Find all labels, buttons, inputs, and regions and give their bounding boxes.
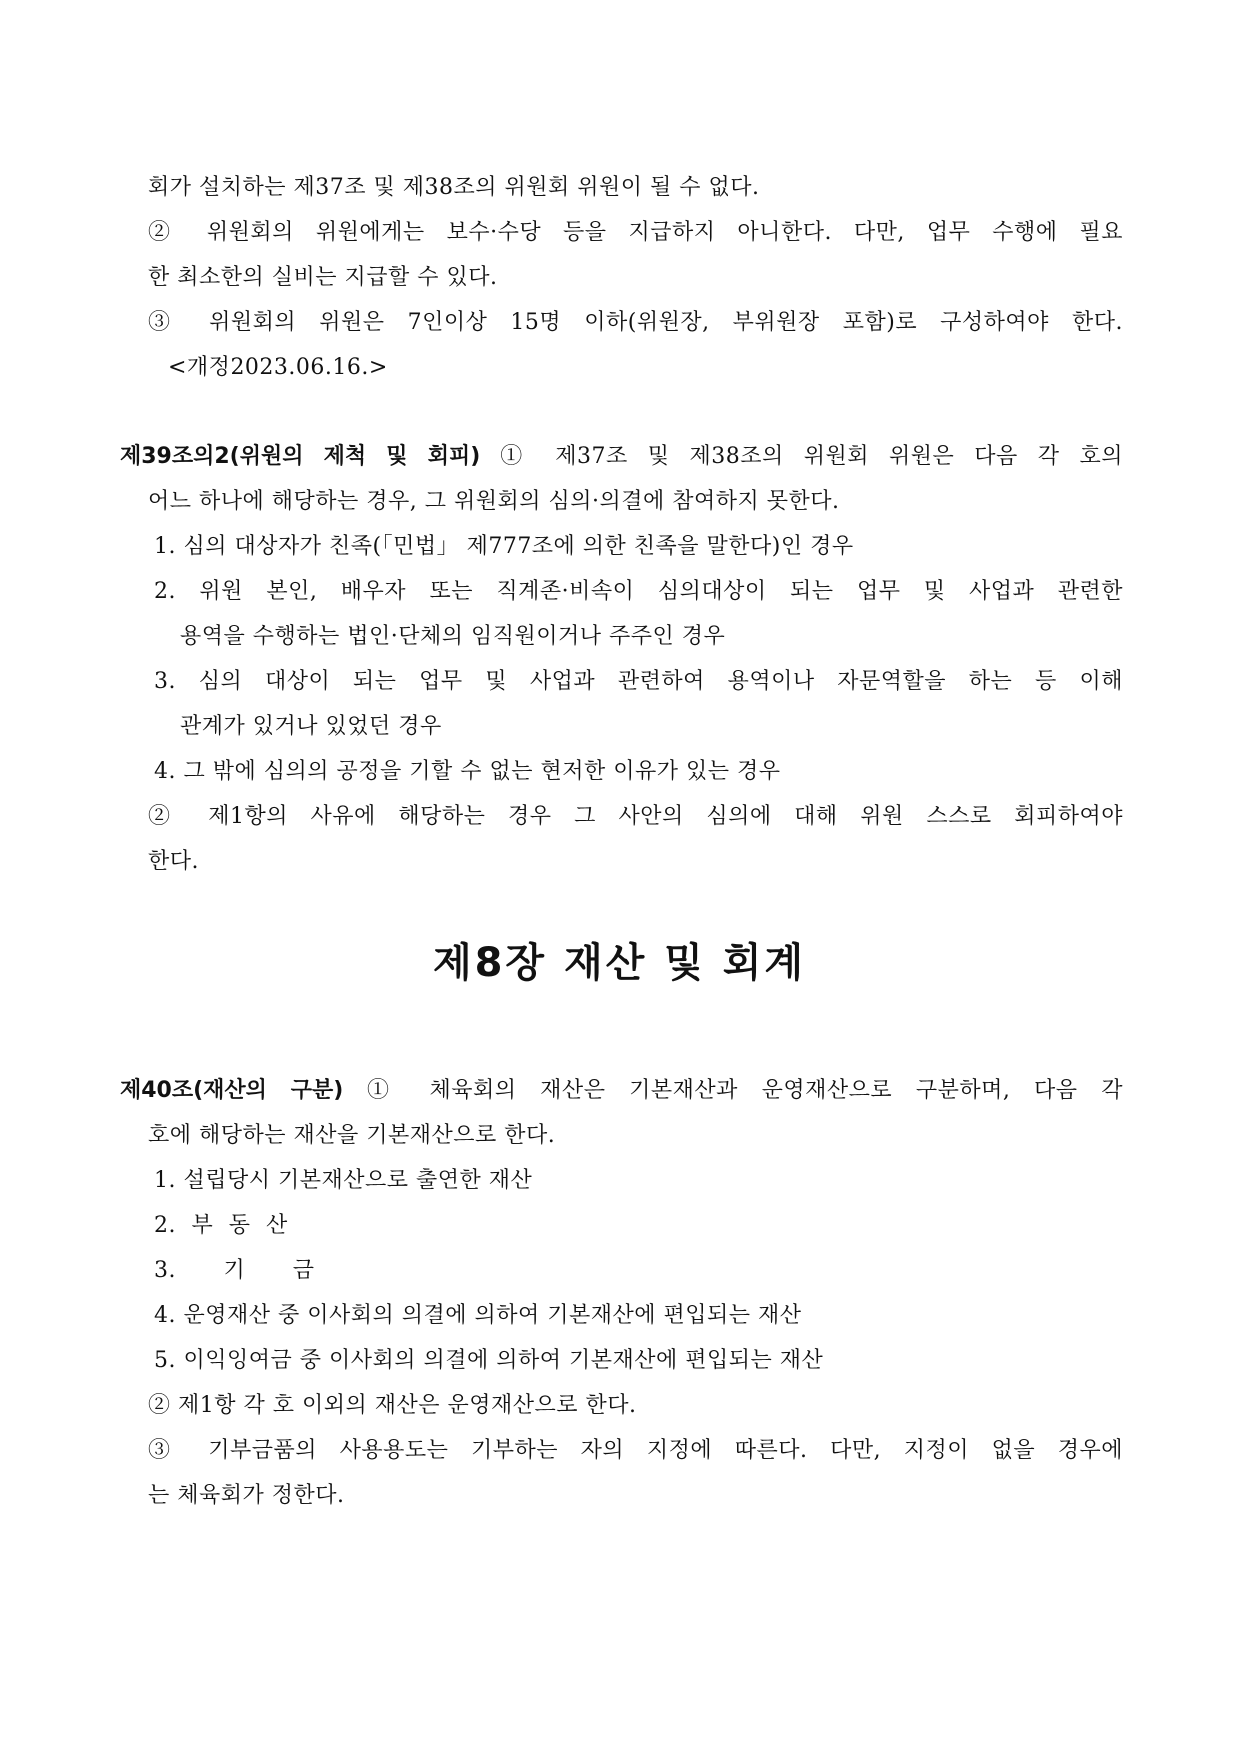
list-item-4: 4. 그 밖에 심의의 공정을 기할 수 없는 현저한 이유가 있는 경우 <box>154 759 781 784</box>
article-40-line-1 <box>120 1075 1123 1107</box>
article-40-heading: 제40조(재산의 구분) <box>120 1078 344 1103</box>
article-39-2-text: ① 제37조 및 제38조의 위원회 위원은 다음 각 호의 <box>480 444 1123 469</box>
article-39-2-line-2: 어느 하나에 해당하는 경우, 그 위원회의 심의·의결에 참여하지 못한다. <box>148 489 840 514</box>
list-item-2-line-2: 용역을 수행하는 법인·단체의 임직원이거나 주주인 경우 <box>180 624 726 649</box>
paragraph-2-line-1: ② 제1항의 사유에 해당하는 경우 그 사안의 심의에 대해 위원 스스로 회피하여야 <box>148 804 1123 829</box>
list-item-3: 3. 기 금 <box>154 1258 315 1283</box>
list-item-3-line-2: 관계가 있거나 있었던 경우 <box>180 714 442 739</box>
list-item-1: 1. 설립당시 기본재산으로 출연한 재산 <box>154 1168 533 1193</box>
list-item-5: 5. 이익잉여금 중 이사회의 의결에 의하여 기본재산에 편입되는 재산 <box>154 1348 824 1373</box>
text-line: 회가 설치하는 제37조 및 제38조의 위원회 위원이 될 수 없다. <box>148 175 760 200</box>
article-40-text: ① 체육회의 재산은 기본재산과 운영재산으로 구분하며, 다음 각 <box>343 1078 1123 1103</box>
paragraph-2-line-1: ② 위원회의 위원에게는 보수·수당 등을 지급하지 아니한다. 다만, 업무 수행에 필요 <box>148 220 1123 245</box>
list-item-2: 2. 부 동 산 <box>154 1213 288 1238</box>
paragraph-2-line-2: 한 최소한의 실비는 지급할 수 있다. <box>148 265 498 290</box>
paragraph-2-line-2: 한다. <box>148 849 199 874</box>
paragraph-3-line-1: ③ 기부금품의 사용용도는 기부하는 자의 지정에 따른다. 다만, 지정이 없을 경우에 <box>148 1438 1123 1463</box>
paragraph-3-line-2: 는 체육회가 정한다. <box>148 1483 345 1508</box>
list-item-3-line-1: 3. 심의 대상이 되는 업무 및 사업과 관련하여 용역이나 자문역할을 하는 등 이해 <box>154 669 1123 694</box>
article-40-line-2: 호에 해당하는 재산을 기본재산으로 한다. <box>148 1123 556 1148</box>
article-39-2-line-1 <box>120 441 1123 473</box>
article-39-2-heading: 제39조의2(위원의 제척 및 회피) <box>120 444 481 469</box>
chapter-title: 제8장 재산 및 회계 <box>432 940 807 986</box>
list-item-2-line-1: 2. 위원 본인, 배우자 또는 직계존·비속이 심의대상이 되는 업무 및 사업과 관련한 <box>154 579 1123 604</box>
paragraph-2: ② 제1항 각 호 이외의 재산은 운영재산으로 한다. <box>148 1393 637 1418</box>
list-item-4: 4. 운영재산 중 이사회의 의결에 의하여 기본재산에 편입되는 재산 <box>154 1303 802 1328</box>
paragraph-3-line-1: ③ 위원회의 위원은 7인이상 15명 이하(위원장, 부위원장 포함)로 구성하여야 한다. <box>148 310 1123 335</box>
amendment-note: <개정2023.06.16.> <box>168 355 388 380</box>
list-item-1: 1. 심의 대상자가 친족(「민법」 제777조에 의한 친족을 말한다)인 경우 <box>154 534 854 559</box>
